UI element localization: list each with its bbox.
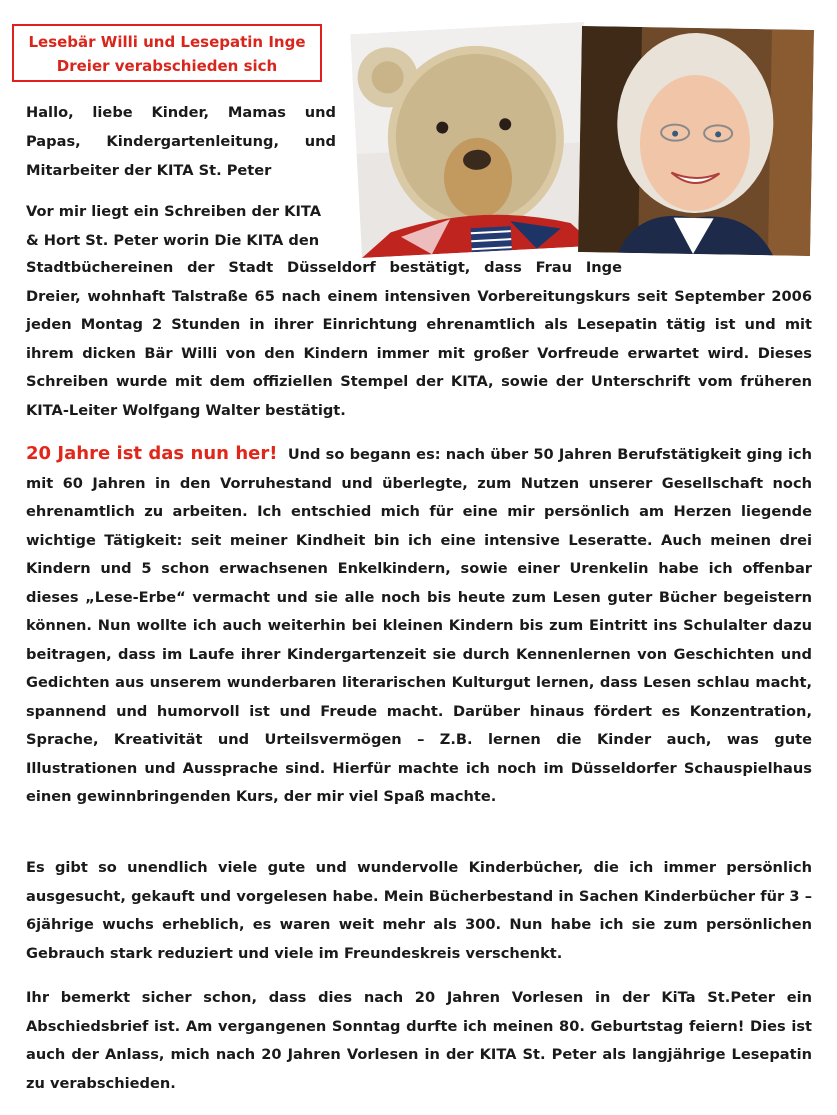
para2-highlight: 20 Jahre ist das nun her! [26, 443, 278, 464]
para2 [26, 440, 812, 812]
para1-body [26, 254, 812, 425]
title-box [12, 24, 322, 82]
para2-text: Und so begann es: nach über 50 Jahren Berufstätigkeit ging ich mit 60 Jahren in den Vorruhestand und überlegte, zum Nutzen unserer Gesellschaft noch ehrenamtlich zu arbeiten. Ich entschied mich für eine mir persönlich am Herzen liegende wichtige Tätigkeit: seit meiner Kindheit bin ich eine intensive Leseratte. Auch meinen drei Kindern und 5 schon erwachsenen Enkelkindern, sowie einer Urenkelin habe ich offenbar dieses „Lese-Erbe“ vermacht und sie alle noch bis heute zum Lesen guter Bücher begeistern können. Nun wollte ich auch weiterhin bei kleinen Kindern bis zum Eintritt ins Schulalter dazu beitragen, dass im Laufe ihrer Kindergartenzeit sie durch Kennenlernen von Geschichten und Gedichten aus unserem wunderbaren literarischen Kulturgut lernen, dass Lesen schlau macht, spannend und humorvoll ist und Freude macht. Darüber hinaus fördert es Konzentration, Sprache, Kreativität und Urteilsvermögen – Z.B. lernen die Kinder auch, was gute Illustrationen und Aussprache sind. Hierfür machte ich noch im Düsseldorfer Schauspielhaus einen gewinnbringenden Kurs, der mir viel Spaß machte. [26, 446, 812, 805]
greeting: Hallo, liebe Kinder, Mamas und Papas, Kindergartenleitung, und Mitarbeiter der KITA St. Peter [26, 104, 336, 179]
para4: Ihr bemerkt sicher schon, dass dies nach 20 Jahren Vorlesen in der KiTa St.Peter ein Abschiedsbrief ist. Am vergangenen Sonntag durfte ich meinen 80. Geburtstag feiern! Dies ist auch der Anlass, mich nach 20 Jahren Vorlesen in der KITA St. Peter als langjährige Lesepatin zu verabschieden. [26, 989, 812, 1092]
para3: Es gibt so unendlich viele gute und wundervolle Kinderbücher, die ich immer persönlich ausgesucht, gekauft und vorgelesen habe. Mein Bücherbestand in Sachen Kinderbücher für 3 – 6jährige wuchs erheblich, es waren weit mehr als 300. Nun habe ich sie zum persönlichen Gebrauch stark reduziert und viele im Freundeskreis verschenkt. [26, 859, 812, 962]
para1-lead [26, 198, 348, 255]
para1-line-3: Stadtbüchereinen der Stadt Düsseldorf bestätigt, dass Frau Inge [26, 259, 622, 276]
para1-lead-line-2: & Hort St. Peter worin Die KITA den [26, 231, 320, 249]
teddy-bear-photo [350, 22, 595, 258]
portrait-photo [578, 26, 814, 256]
para1-rest: Dreier, wohnhaft Talstraße 65 nach einem intensiven Vorbereitungskurs seit September 2006 jeden Montag 2 Stunden in ihrer Einrichtung ehrenamtlich als Lesepatin tätig ist und mit ihrem dicken Bär Willi von den Kindern immer mit großer Vorfreude erwartet wird. Dieses Schreiben wurde mit dem offiziellen Stempel der KITA, sowie der Unterschrift vom früheren KITA-Leiter Wolfgang Walter bestätigt. [26, 287, 812, 419]
title-line-1: Lesebär Willi und Lesepatin Inge [28, 33, 306, 51]
title-line-2: Dreier verabschieden sich [56, 57, 278, 75]
para1-lead-line-1: Vor mir liegt ein Schreiben der KITA [26, 203, 322, 220]
